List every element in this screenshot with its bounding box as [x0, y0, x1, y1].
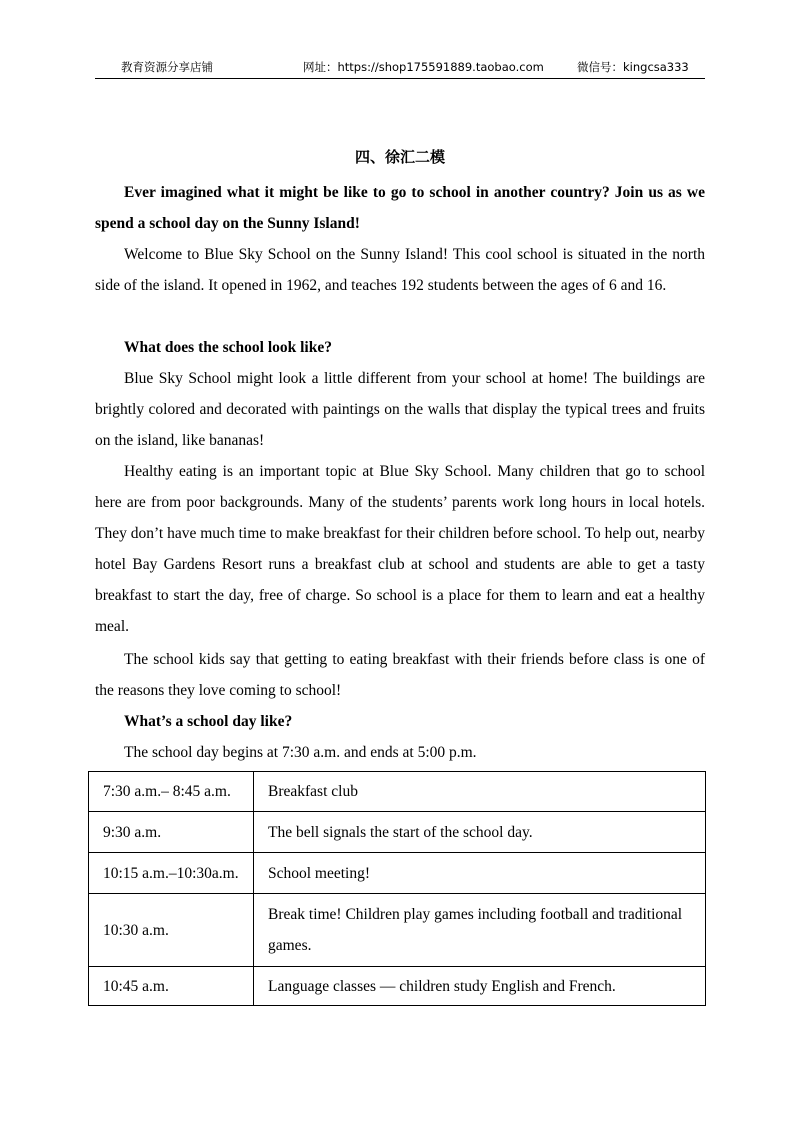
heading-day-block [95, 706, 705, 737]
page-header [95, 56, 705, 79]
schedule-event: Breakfast club [254, 772, 706, 812]
schedule-time: 10:15 a.m.–10:30a.m. [89, 853, 254, 894]
welcome-paragraph: Welcome to Blue Sky School on the Sunny Island! This cool school is situated in the north side of the island. It opened in 1962, and teaches 192 students between the ages of 6 and 16. [95, 246, 705, 294]
section-title: 四、徐汇二模 [354, 148, 445, 166]
schedule-time: 10:30 a.m. [89, 894, 254, 967]
begins-paragraph: The school day begins at 7:30 a.m. and ends at 5:00 p.m. [124, 744, 477, 761]
schedule-table [88, 771, 706, 1006]
schedule-time: 9:30 a.m. [89, 812, 254, 853]
schedule-event: Language classes — children study English and French. [254, 967, 706, 1006]
intro-paragraph: Ever imagined what it might be like to go to school in another country? Join us as we spend a school day on the Sunny Island! [95, 184, 705, 232]
table-row [89, 812, 706, 853]
health-block [95, 456, 705, 642]
look-block [95, 363, 705, 456]
schedule-event: The bell signals the start of the school day. [254, 812, 706, 853]
table-row [89, 772, 706, 812]
schedule-event: Break time! Children play games including football and traditional games. [254, 894, 706, 967]
intro-block [95, 177, 705, 239]
heading-look-block [95, 332, 705, 363]
kids-block [95, 644, 705, 706]
kids-paragraph: The school kids say that getting to eating breakfast with their friends before class is one of the reasons they love coming to school! [95, 651, 705, 699]
table-row [89, 853, 706, 894]
header-website: 网址：https://shop175591889.taobao.com [303, 60, 544, 74]
begins-block [95, 737, 705, 768]
schedule-event: School meeting! [254, 853, 706, 894]
schedule-time: 7:30 a.m.– 8:45 a.m. [89, 772, 254, 812]
welcome-block [95, 239, 705, 301]
look-paragraph: Blue Sky School might look a little different from your school at home! The buildings are brightly colored and decorated with paintings on the walls that display the typical trees and fruits on the island, like bananas! [95, 370, 705, 449]
schedule-time: 10:45 a.m. [89, 967, 254, 1006]
heading-school-day: What’s a school day like? [124, 713, 293, 730]
health-paragraph: Healthy eating is an important topic at Blue Sky School. Many children that go to school here are from poor backgrounds. Many of the students’ parents work long hours in local hotels. They don’t have much time to make breakfast for their children before school. To help out, nearby hotel Bay Gardens Resort runs a breakfast club at school and students are able to get a tasty breakfast to start the day, free of charge. So school is a place for them to learn and eat a healthy meal. [95, 463, 705, 635]
header-shop-name: 教育资源分享店铺 [121, 60, 213, 74]
table-row [89, 967, 706, 1006]
header-wechat: 微信号：kingcsa333 [577, 60, 689, 74]
heading-school-look: What does the school look like? [124, 339, 332, 356]
table-row [89, 894, 706, 967]
